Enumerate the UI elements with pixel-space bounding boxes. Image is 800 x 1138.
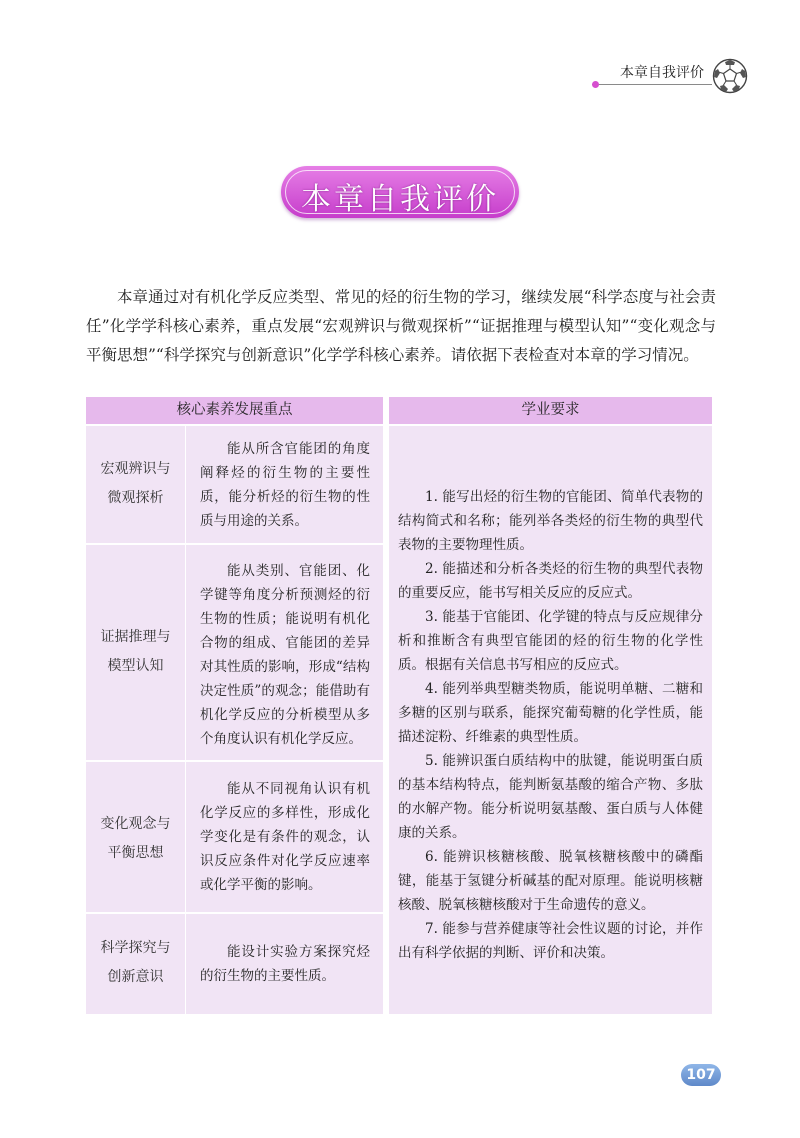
- requirement-item: 2. 能描述和分析各类烃的衍生物的典型代表物的重要反应，能书写相关反应的反应式。: [398, 561, 703, 601]
- column-divider: [383, 397, 389, 1014]
- table-row-description: 能从类别、官能团、化学键等角度分析预测烃的衍生物的性质；能说明有机化合物的组成、官能团的差异对其性质的影响，形成“结构决定性质”的观念；能借助有机化学反应的分析模型从多个角度认识有机化学反应。: [200, 563, 370, 747]
- header-divider: [86, 424, 712, 426]
- category-column-divider: [185, 426, 186, 1014]
- row-divider: [86, 912, 383, 914]
- table-row-category: [86, 455, 185, 513]
- table-row-category: [86, 810, 185, 868]
- requirements-list: [398, 485, 703, 965]
- category-line: 科学探究与: [100, 940, 171, 956]
- requirement-item: 7. 能参与营养健康等社会性议题的讨论，并作出有科学依据的判断、评价和决策。: [398, 921, 703, 961]
- chapter-title: 本章自我评价: [301, 182, 499, 217]
- requirement-item: 3. 能基于官能团、化学键的特点与反应规律分析和推断含有典型官能团的烃的衍生物的化学性质。根据有关信息书写相应的反应式。: [398, 609, 703, 673]
- table-header-requirements: 学业要求: [389, 397, 712, 424]
- category-line: 变化观念与: [100, 816, 171, 832]
- table-header-competency: 核心素养发展重点: [86, 397, 383, 424]
- category-line: 微观探析: [107, 490, 164, 506]
- category-line: 模型认知: [107, 658, 164, 674]
- chapter-title-banner: [281, 166, 519, 218]
- running-header-title: 本章自我评价: [620, 65, 704, 81]
- category-line: 宏观辨识与: [100, 461, 171, 477]
- category-line: 平衡思想: [107, 845, 164, 861]
- soccer-ball-icon: [712, 58, 748, 94]
- evaluation-table: [86, 397, 712, 1014]
- requirement-item: 1. 能写出烃的衍生物的官能团、简单代表物的结构简式和名称；能列举各类烃的衍生物的典型代表物的主要物理性质。: [398, 489, 703, 553]
- category-line: 证据推理与: [100, 629, 171, 645]
- table-row-description: 能从不同视角认识有机化学反应的多样性，形成化学变化是有条件的观念，认识反应条件对化学反应速率或化学平衡的影响。: [200, 781, 370, 893]
- requirement-item: 6. 能辨识核糖核酸、脱氧核糖核酸中的磷酯键，能基于氢键分析碱基的配对原理。能说明核糖核酸、脱氧核糖核酸对于生命遗传的意义。: [398, 849, 703, 913]
- intro-paragraph: 本章通过对有机化学反应类型、常见的烃的衍生物的学习，继续发展“科学态度与社会责任”化学学科核心素养，重点发展“宏观辨识与微观探析”“证据推理与模型认知”“变化观念与平衡思想”“科学探究与创新意识”化学学科核心素养。请依据下表检查对本章的学习情况。: [86, 288, 716, 364]
- page-number: 107: [681, 1064, 721, 1086]
- table-row-description: 能设计实验方案探究烃的衍生物的主要性质。: [200, 944, 370, 984]
- header-rule: [592, 84, 712, 85]
- requirement-item: 5. 能辨识蛋白质结构中的肽键，能说明蛋白质的基本结构特点，能判断氨基酸的缩合产物、多肽的水解产物。能分析说明氨基酸、蛋白质与人体健康的关系。: [398, 753, 703, 841]
- table-row-description: 能从所含官能团的角度阐释烃的衍生物的主要性质，能分析烃的衍生物的性质与用途的关系。: [200, 441, 370, 529]
- category-line: 创新意识: [107, 969, 164, 985]
- table-row-category: [86, 623, 185, 681]
- requirement-item: 4. 能列举典型糖类物质，能说明单糖、二糖和多糖的区别与联系，能探究葡萄糖的化学性质，能描述淀粉、纤维素的典型性质。: [398, 681, 703, 745]
- row-divider: [86, 543, 383, 545]
- table-row-category: [86, 934, 185, 992]
- row-divider: [86, 760, 383, 762]
- header-rule-dot: [592, 81, 599, 88]
